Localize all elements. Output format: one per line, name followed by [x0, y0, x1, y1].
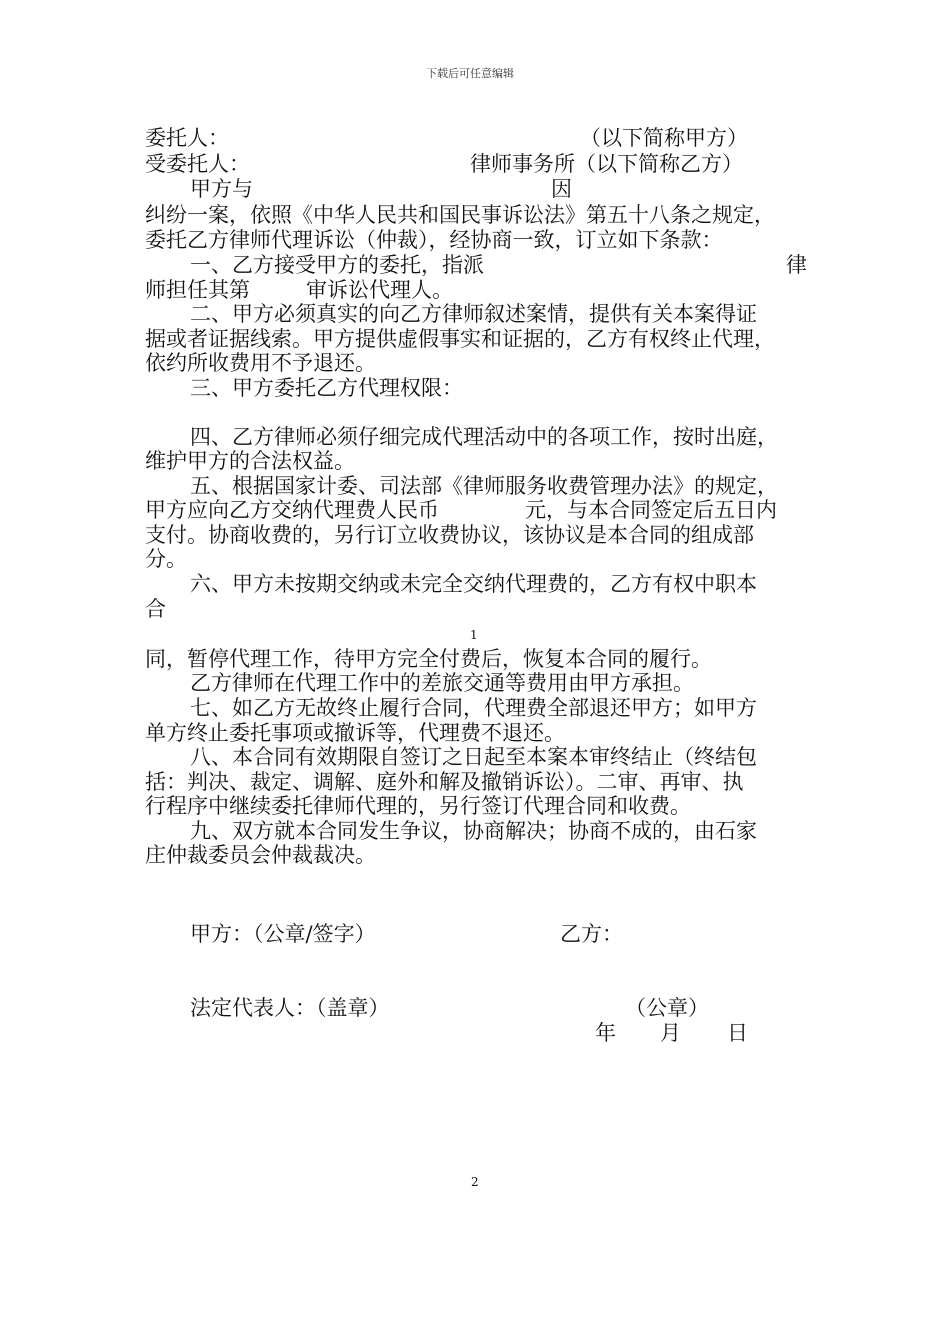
official-seal: （公章） [625, 996, 709, 1020]
page-number: 1 [470, 628, 478, 642]
body-line: 纠纷一案，依照《中华人民共和国民事诉讼法》第五十八条之规定， [145, 203, 775, 227]
clause-9: 庄仲裁委员会仲裁裁决。 [145, 843, 376, 867]
header-note: 下载后可任意编辑 [426, 67, 514, 80]
clause-6: 六、甲方未按期交纳或未完全交纳代理费的，乙方有权中职本 [190, 572, 757, 596]
agent-firm: 律师事务所（以下简称乙方） [470, 152, 743, 176]
client-suffix: （以下简称甲方） [580, 126, 748, 150]
date-year: 年 [595, 1021, 616, 1045]
date-month: 月 [660, 1021, 681, 1045]
intro-because: 因 [551, 177, 572, 201]
clause-5: 元，与本合同签定后五日内 [525, 498, 777, 522]
clause-8: 行程序中继续委托律师代理的，另行签订代理合同和收费。 [145, 794, 691, 818]
page-number: 2 [471, 1175, 479, 1189]
clause-7: 单方终止委托事项或撤诉等，代理费不退还。 [145, 721, 565, 745]
client-label: 委托人： [145, 126, 229, 150]
clause-2: 依约所收费用不予退还。 [145, 351, 376, 375]
clause-2: 据或者证据线索。甲方提供虚假事实和证据的，乙方有权终止代理， [145, 327, 775, 351]
clause-1: 师担任其第 [145, 278, 250, 302]
clause-1: 一、乙方接受甲方的委托，指派 [190, 253, 484, 277]
agent-label: 受委托人： [145, 152, 250, 176]
clause-1: 律 [786, 253, 807, 277]
clause-5: 甲方应向乙方交纳代理费人民币 [145, 498, 439, 522]
clause-8: 括：判决、裁定、调解、庭外和解及撤销诉讼）。二审、再审、执 [145, 770, 744, 794]
clause-8: 八、本合同有效期限自签订之日起至本案本审终结止（终结包 [190, 745, 757, 769]
clause-9: 九、双方就本合同发生争议，协商解决；协商不成的，由石家 [190, 819, 757, 843]
clause-5: 分。 [145, 547, 187, 571]
clause-6: 同，暂停代理工作，待甲方完全付费后，恢复本合同的履行。 [145, 647, 712, 671]
date-day: 日 [727, 1021, 748, 1045]
clause-4: 维护甲方的合法权益。 [145, 449, 355, 473]
party-b-signature: 乙方： [560, 922, 623, 946]
party-a-signature: 甲方：（公章/签字） [190, 922, 376, 946]
legal-representative: 法定代表人：（盖章） [190, 996, 390, 1020]
clause-2: 二、甲方必须真实的向乙方律师叙述案情，提供有关本案得证 [190, 302, 757, 326]
intro-party-a: 甲方与 [190, 177, 253, 201]
clause-5: 支付。协商收费的，另行订立收费协议，该协议是本合同的组成部 [145, 523, 754, 547]
clause-4: 四、乙方律师必须仔细完成代理活动中的各项工作，按时出庭， [190, 425, 778, 449]
body-line: 委托乙方律师代理诉讼（仲裁），经协商一致，订立如下条款： [145, 228, 723, 252]
clause-6: 合 [145, 597, 166, 621]
clause-7: 七、如乙方无故终止履行合同，代理费全部退还甲方；如甲方 [190, 696, 757, 720]
clause-3: 三、甲方委托乙方代理权限： [190, 376, 463, 400]
clause-6: 乙方律师在代理工作中的差旅交通等费用由甲方承担。 [190, 671, 694, 695]
clause-5: 五、根据国家计委、司法部《律师服务收费管理办法》的规定， [190, 474, 778, 498]
clause-1: 审诉讼代理人。 [306, 278, 453, 302]
